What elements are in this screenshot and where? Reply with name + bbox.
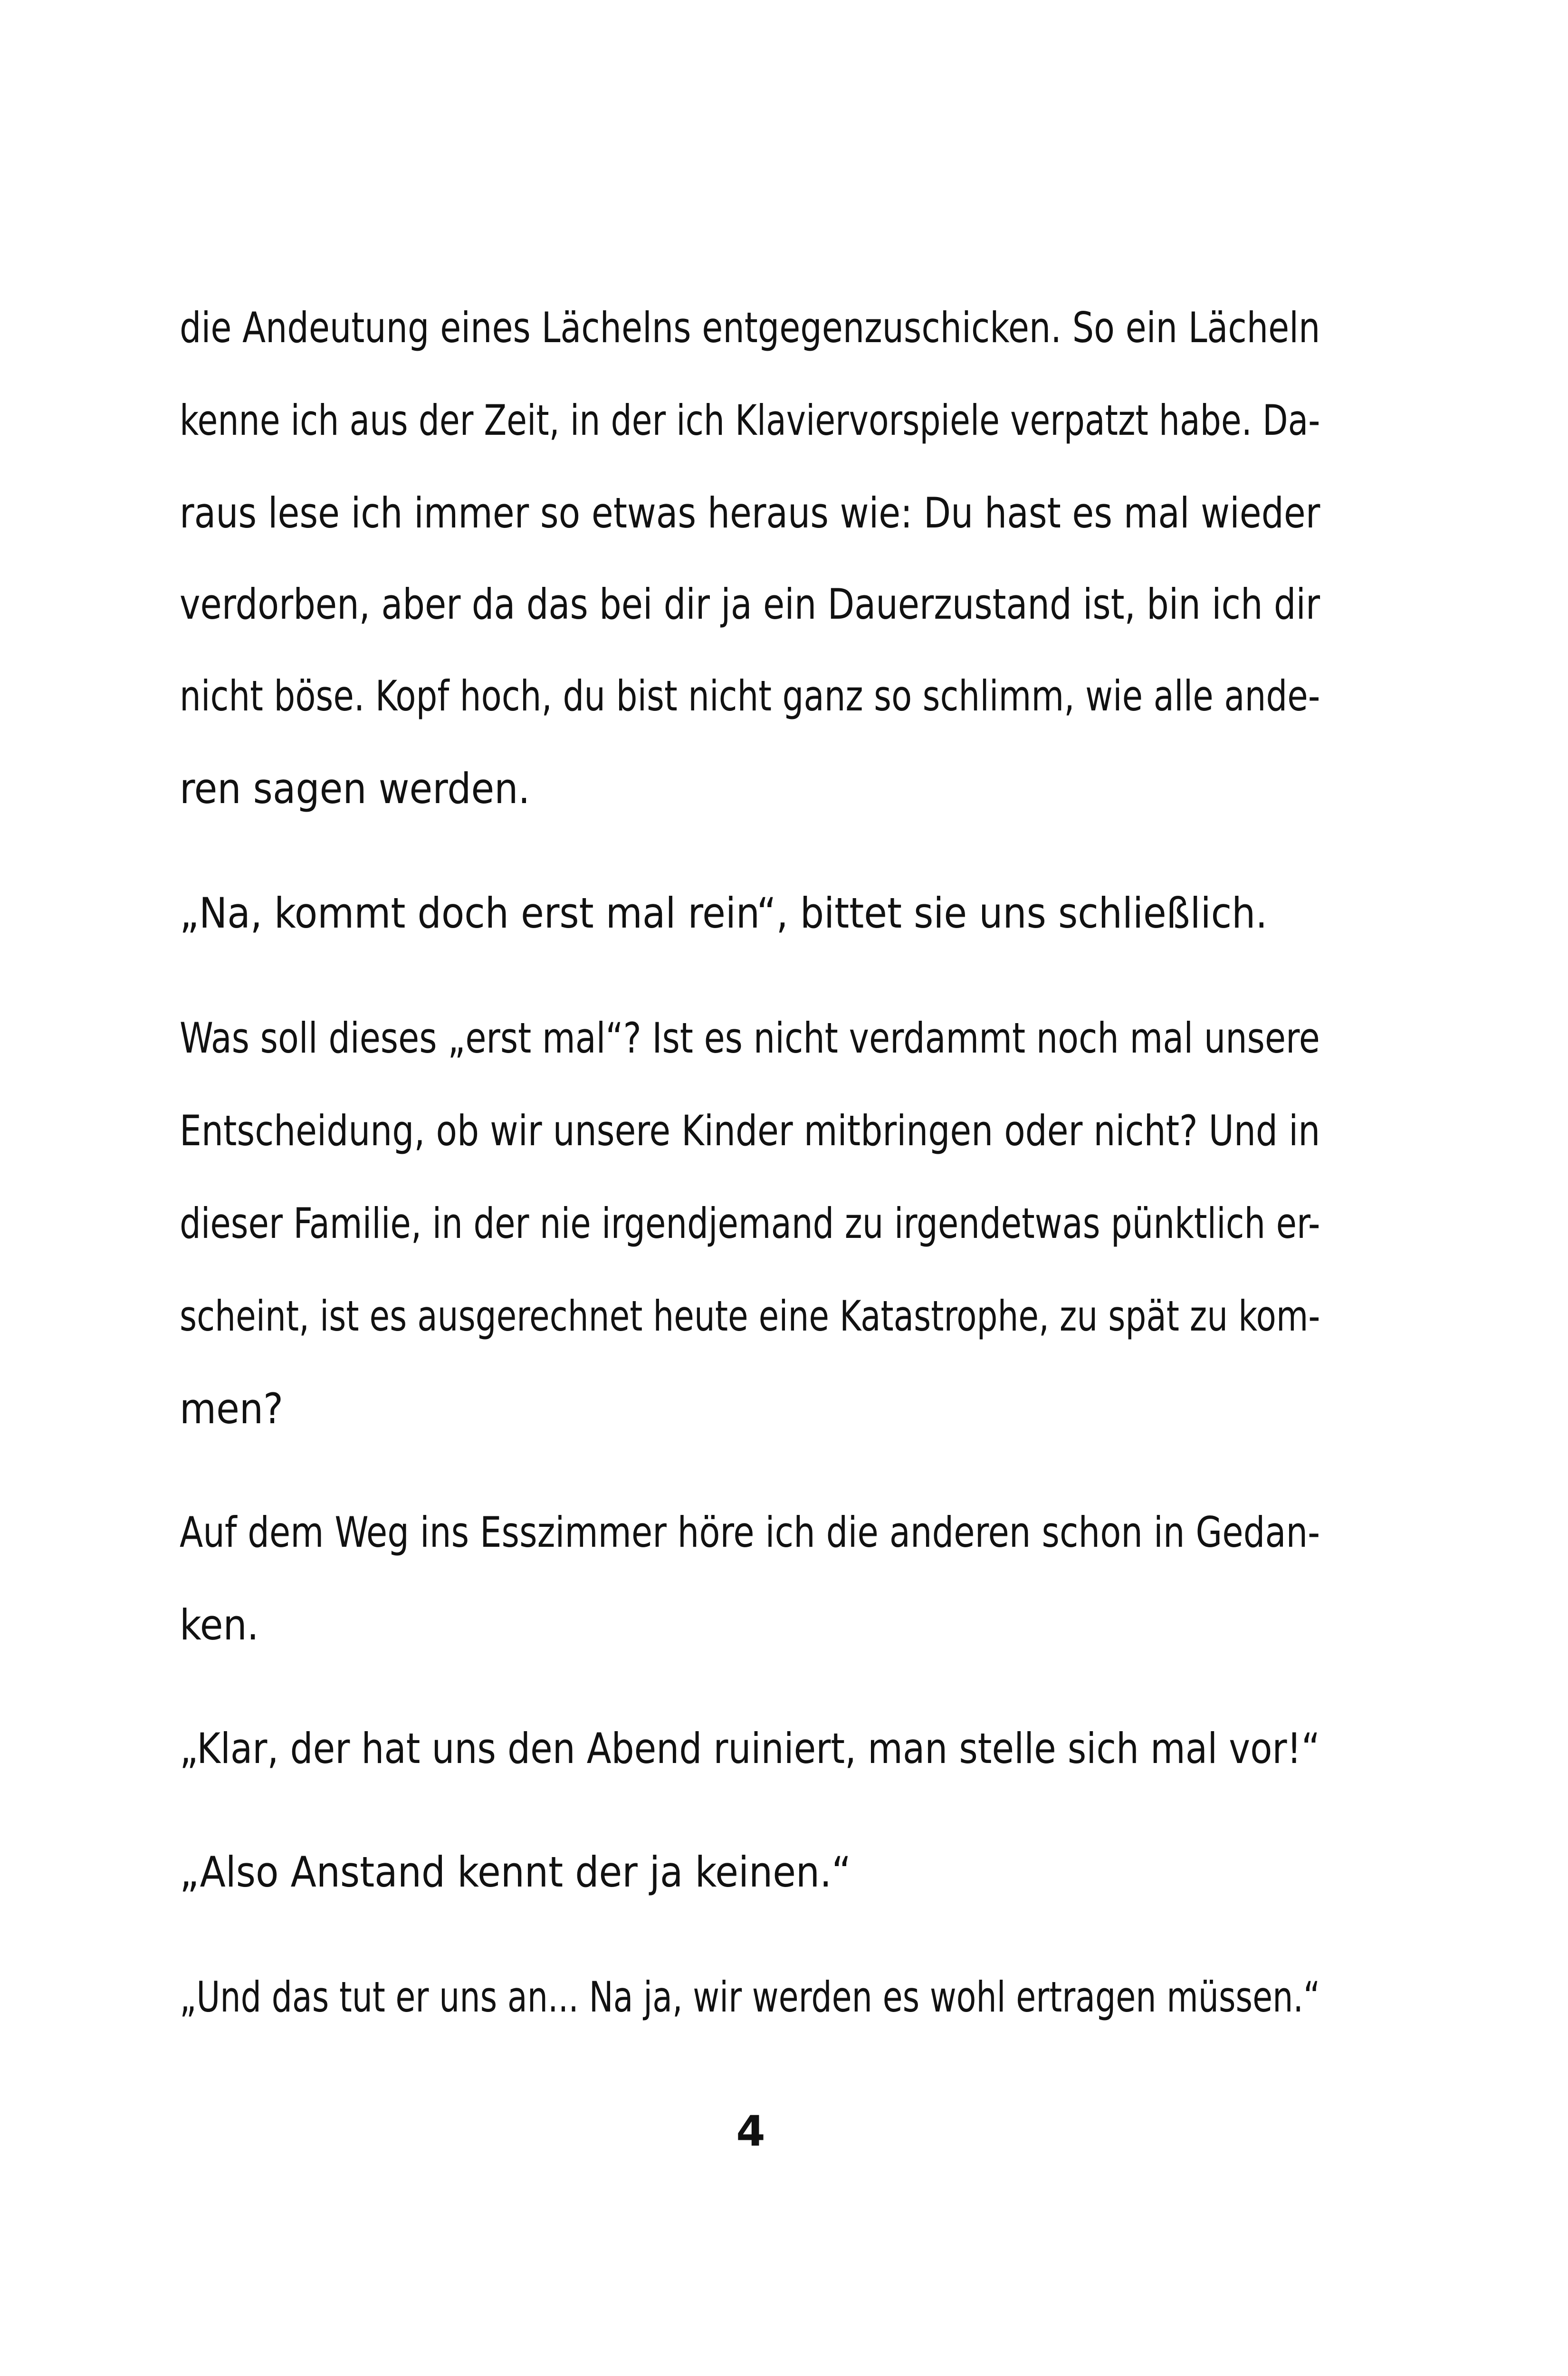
text-line: nicht böse. Kopf hoch, du bist nicht ganz so schlimm, wie alle ande- — [180, 671, 1320, 720]
text-line: Entscheidung, ob wir unsere Kinder mitbringen oder nicht? Und in — [180, 1106, 1320, 1155]
text-line: raus lese ich immer so etwas heraus wie: Du hast es mal wieder — [180, 489, 1320, 537]
text-line: ken. — [180, 1600, 259, 1649]
text-line: kenne ich aus der Zeit, in der ich Klaviervorspiele verpatzt habe. Da- — [180, 396, 1320, 445]
text-line: die Andeutung eines Lächelns entgegenzuschicken. So ein Lächeln — [180, 303, 1320, 352]
text-line: ren sagen werden. — [180, 764, 530, 813]
page-number: 4 — [736, 2107, 765, 2156]
text-line: men? — [180, 1384, 284, 1433]
text-line: scheint, ist es ausgerechnet heute eine Katastrophe, zu spät zu kom- — [180, 1292, 1320, 1341]
text-line: „Und das tut er uns an... Na ja, wir werden es wohl ertragen müssen.“ — [180, 1973, 1320, 2022]
text-line: „Na, kommt doch erst mal rein“, bittet sie uns schließlich. — [180, 889, 1268, 938]
text-line: Auf dem Weg ins Esszimmer höre ich die anderen schon in Gedan- — [180, 1508, 1320, 1557]
text-line: „Klar, der hat uns den Abend ruiniert, man stelle sich mal vor!“ — [180, 1724, 1320, 1773]
text-line: verdorben, aber da das bei dir ja ein Dauerzustand ist, bin ich dir — [180, 580, 1320, 629]
text-line: „Also Anstand kennt der ja keinen.“ — [180, 1848, 851, 1897]
text-line: Was soll dieses „erst mal“? Ist es nicht verdammt noch mal unsere — [180, 1014, 1320, 1063]
text-line: dieser Familie, in der nie irgendjemand zu irgendetwas pünktlich er- — [180, 1199, 1320, 1248]
